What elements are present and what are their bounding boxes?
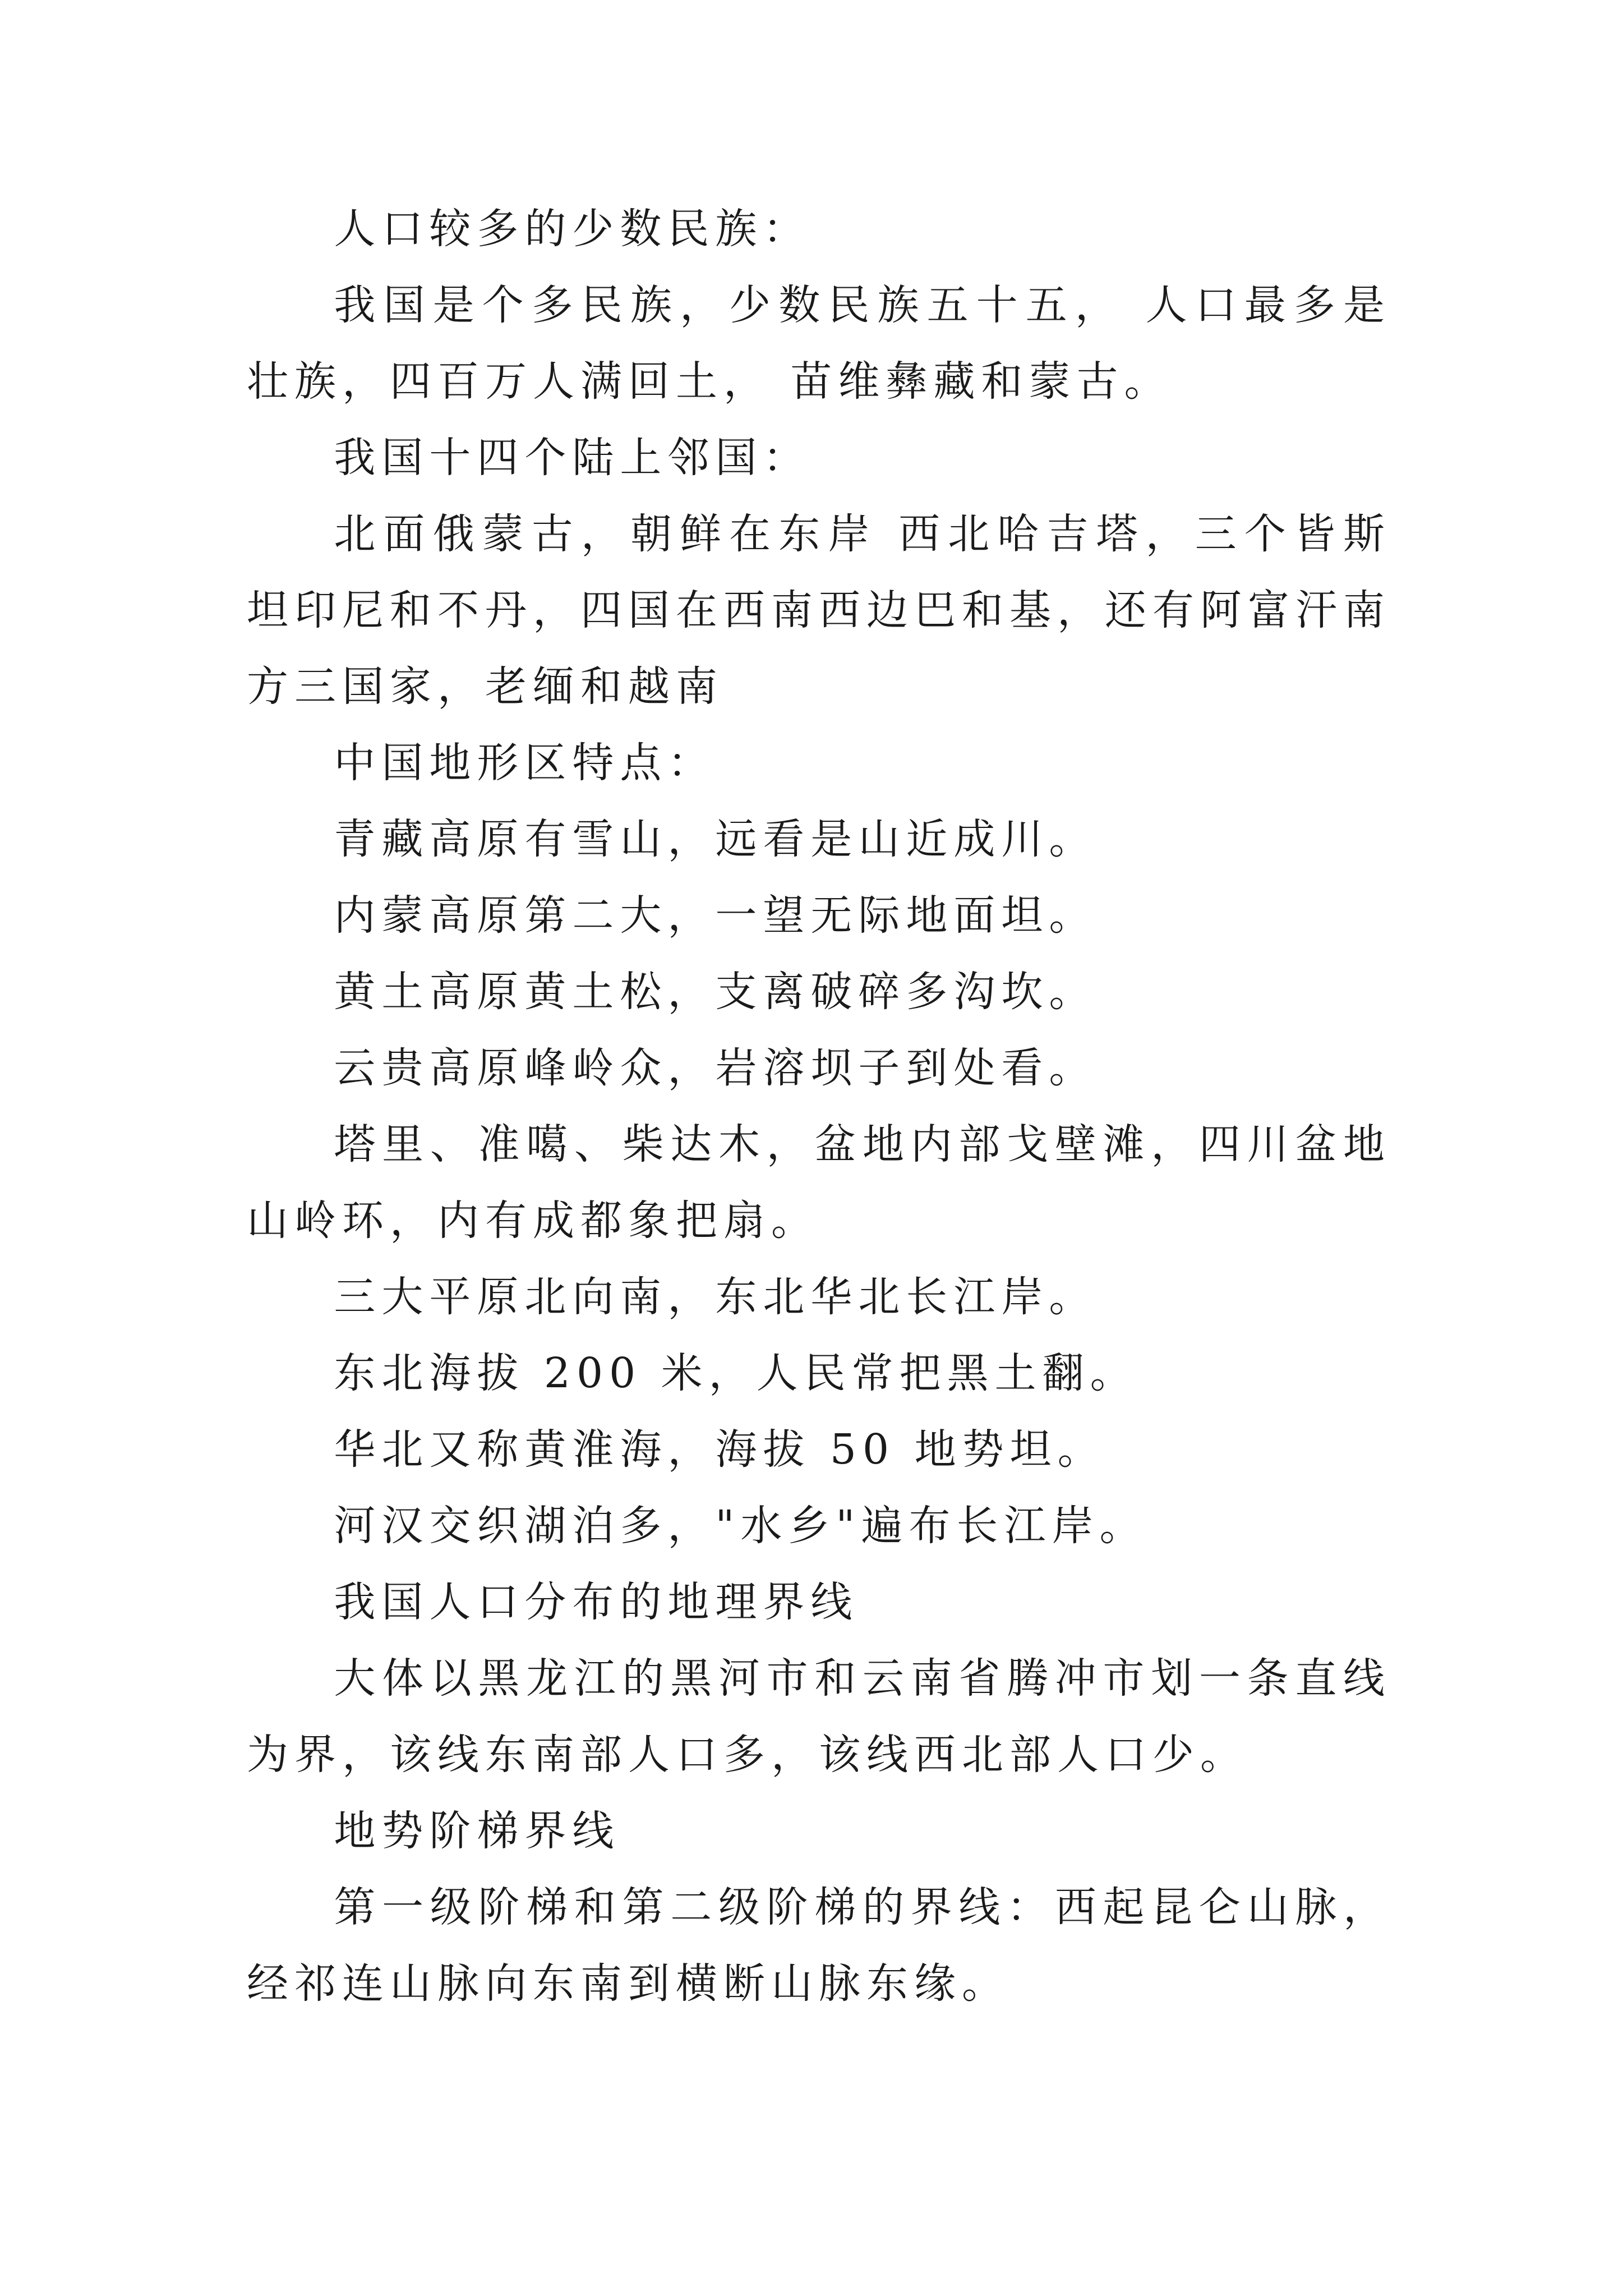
heading-neighbors: 我国十四个陆上邻国： xyxy=(334,434,811,482)
paragraph-population-line: 大体以黑龙江的黑河市和云南省腾冲市划一条直线为界，该线东南部人口多，该线西北部人口少。 xyxy=(247,1654,1391,1779)
paragraph-terrain-steps: 第一级阶梯和第二级阶梯的界线：西起昆仑山脉，经祁连山脉向东南到横断山脉东缘。 xyxy=(247,1883,1391,2008)
paragraph-north-china: 华北又称黄淮海，海拔 50 地势坦。 xyxy=(334,1425,1105,1474)
paragraph-inner-mongolia: 内蒙高原第二大，一望无际地面坦。 xyxy=(334,891,1097,940)
heading-population-line: 我国人口分布的地理界线 xyxy=(334,1578,859,1626)
heading-terrain: 中国地形区特点： xyxy=(334,739,716,787)
paragraph-yungui: 云贵高原峰岭众，岩溶坝子到处看。 xyxy=(334,1044,1097,1092)
document-body xyxy=(247,191,1391,2022)
paragraph-basins: 塔里、准噶、柴达木，盆地内部戈壁滩，四川盆地山岭环，内有成都象把扇。 xyxy=(247,1120,1391,1245)
heading-terrain-steps: 地势阶梯界线 xyxy=(334,1807,620,1855)
paragraph-neighbors: 北面俄蒙古，朝鲜在东岸 西北哈吉塔，三个皆斯坦印尼和不丹，四国在西南西边巴和基，还有阿富汗南方三国家，老缅和越南 xyxy=(247,510,1391,711)
paragraph-minorities: 我国是个多民族，少数民族五十五， 人口最多是壮族，四百万人满回土， 苗维彝藏和蒙古。 xyxy=(247,281,1391,406)
heading-minorities: 人口较多的少数民族： xyxy=(334,205,811,253)
paragraph-yangtze: 河汉交织湖泊多，"水乡"遍布长江岸。 xyxy=(334,1502,1147,1550)
paragraph-loess: 黄土高原黄土松，支离破碎多沟坎。 xyxy=(334,968,1097,1016)
paragraph-northeast: 东北海拔 200 米，人民常把黑土翻。 xyxy=(334,1349,1138,1397)
paragraph-qinghai-tibet: 青藏高原有雪山，远看是山近成川。 xyxy=(334,815,1097,863)
paragraph-plains: 三大平原北向南，东北华北长江岸。 xyxy=(334,1273,1097,1321)
